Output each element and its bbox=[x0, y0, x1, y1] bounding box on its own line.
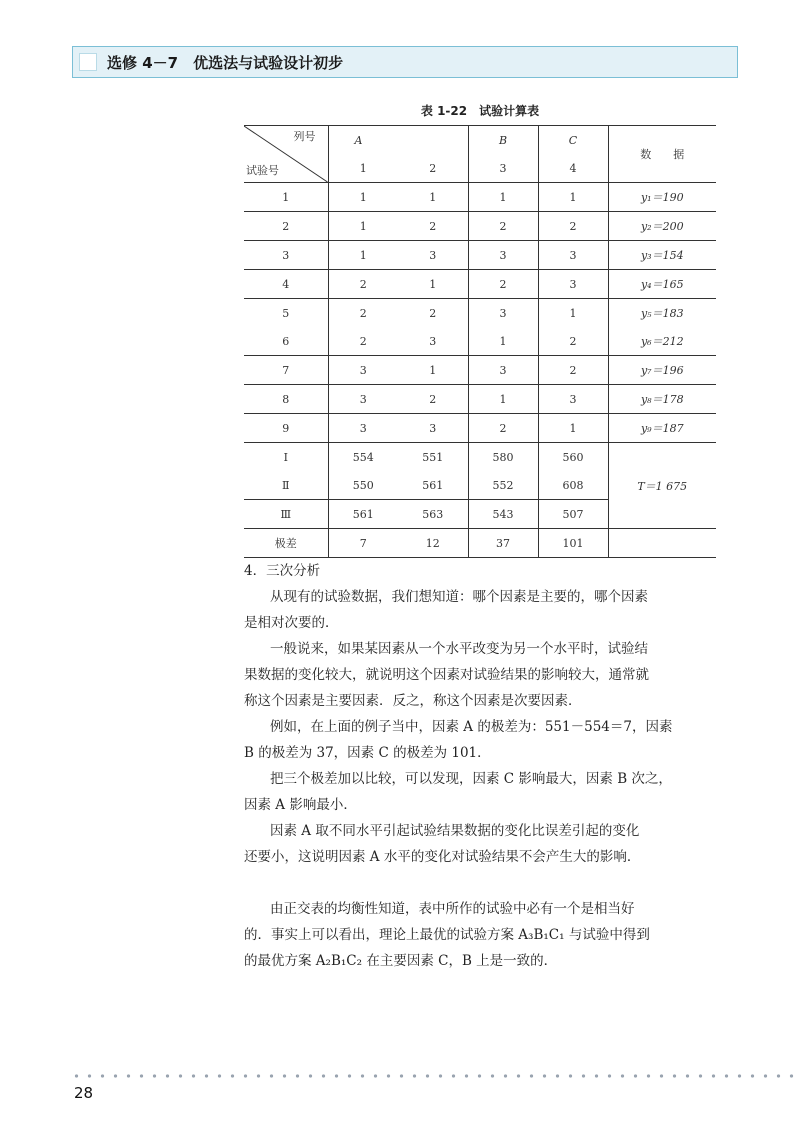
page-number: 28 bbox=[74, 1084, 94, 1102]
table-caption: 表 1-22 试验计算表 bbox=[420, 104, 540, 118]
paragraph-line: 把三个极差加以比较，可以发现，因素 C 影响最大，因素 B 次之， bbox=[270, 771, 672, 787]
trial-level: 3 bbox=[468, 241, 538, 270]
sum-label: Ⅱ bbox=[282, 478, 290, 492]
table-row bbox=[244, 241, 716, 270]
trial-result: y₆＝212 bbox=[608, 327, 716, 356]
paragraph-line: B 的极差为 37，因素 C 的极差为 101． bbox=[244, 745, 491, 761]
trial-level: 2 bbox=[468, 270, 538, 299]
trial-level: 2 bbox=[538, 327, 608, 356]
table-row bbox=[244, 327, 716, 356]
chapter-title: 选修 4－7 优选法与试验设计初步 bbox=[107, 54, 344, 72]
trial-number: 4 bbox=[244, 270, 328, 299]
column-number: 4 bbox=[538, 154, 608, 183]
trial-level: 1 bbox=[328, 183, 398, 212]
range-value: 37 bbox=[468, 529, 538, 558]
table-row bbox=[244, 270, 716, 299]
sum-value: 563 bbox=[398, 500, 468, 529]
trial-result: y₇＝196 bbox=[608, 356, 716, 385]
paragraph-line: 例如，在上面的例子当中，因素 A 的极差为：551－554＝7，因素 bbox=[270, 719, 673, 735]
trial-result: y₄＝165 bbox=[608, 270, 716, 299]
trial-number: 2 bbox=[244, 212, 328, 241]
table-corner-cell bbox=[244, 126, 328, 183]
section-heading: 4．三次分析 bbox=[244, 563, 321, 579]
table-row bbox=[244, 183, 716, 212]
sum-value: 561 bbox=[328, 500, 398, 529]
trial-level: 3 bbox=[538, 385, 608, 414]
trial-level: 1 bbox=[538, 414, 608, 443]
trial-level: 2 bbox=[328, 299, 398, 328]
corner-column-label: 列号 bbox=[293, 130, 316, 143]
column-number: 2 bbox=[429, 161, 437, 175]
trial-level: 2 bbox=[538, 356, 608, 385]
trial-level: 1 bbox=[328, 212, 398, 241]
trial-level: 1 bbox=[468, 183, 538, 212]
body-paragraph bbox=[244, 714, 722, 766]
range-row bbox=[244, 529, 716, 558]
trial-result: y₉＝187 bbox=[608, 414, 716, 443]
trial-level: 3 bbox=[328, 356, 398, 385]
corner-row-label: 试验号 bbox=[246, 164, 279, 177]
range-value: 101 bbox=[538, 529, 608, 558]
trial-level: 1 bbox=[468, 327, 538, 356]
chapter-header-bar bbox=[72, 46, 738, 78]
factor-b-header: B bbox=[468, 126, 538, 155]
factor-c-header: C bbox=[538, 126, 608, 155]
body-paragraph bbox=[244, 818, 722, 870]
trial-number: 9 bbox=[244, 414, 328, 443]
factor-a-header: A bbox=[328, 126, 468, 155]
trial-level: 3 bbox=[538, 270, 608, 299]
data-column-header: 数 据 bbox=[608, 126, 716, 183]
trial-result: y₈＝178 bbox=[608, 385, 716, 414]
trial-number: 6 bbox=[282, 334, 290, 348]
trial-level: 1 bbox=[398, 183, 468, 212]
trial-level: 3 bbox=[328, 385, 398, 414]
sum-value: 561 bbox=[422, 478, 444, 492]
empty-cell bbox=[608, 529, 716, 558]
trial-result: y₁＝190 bbox=[608, 183, 716, 212]
paragraph-line: 因素 A 影响最小． bbox=[244, 797, 357, 813]
calculation-table bbox=[244, 125, 716, 558]
trial-level: 3 bbox=[398, 241, 468, 270]
body-paragraph bbox=[244, 766, 722, 818]
trial-level: 3 bbox=[468, 299, 538, 328]
paragraph-line: 因素 A 取不同水平引起试验结果数据的变化比误差引起的变化 bbox=[270, 823, 640, 839]
trial-level: 1 bbox=[538, 183, 608, 212]
trial-result: y₂＝200 bbox=[608, 212, 716, 241]
sum-label: Ⅲ bbox=[244, 500, 328, 529]
sum-value: 554 bbox=[328, 443, 398, 472]
body-paragraph bbox=[244, 636, 722, 714]
paragraph-line: 从现有的试验数据，我们想知道：哪个因素是主要的，哪个因素 bbox=[270, 589, 648, 605]
trial-number: 3 bbox=[244, 241, 328, 270]
trial-level: 1 bbox=[398, 270, 468, 299]
trial-level: 2 bbox=[468, 212, 538, 241]
trial-number: 7 bbox=[244, 356, 328, 385]
range-label: 极差 bbox=[244, 529, 328, 558]
table-row bbox=[244, 356, 716, 385]
table-row bbox=[244, 385, 716, 414]
sum-value: 551 bbox=[398, 443, 468, 472]
sum-label: Ⅰ bbox=[244, 443, 328, 472]
sum-value: 550 bbox=[328, 471, 398, 500]
paragraph-line: 果数据的变化较大，就说明这个因素对试验结果的影响较大，通常就 bbox=[244, 667, 649, 683]
sum-value: 543 bbox=[468, 500, 538, 529]
sum-value: 580 bbox=[468, 443, 538, 472]
paragraph-line: 是相对次要的． bbox=[244, 615, 339, 631]
sum-value: 552 bbox=[468, 471, 538, 500]
trial-level: 2 bbox=[468, 414, 538, 443]
trial-level: 2 bbox=[328, 270, 398, 299]
trial-level: 1 bbox=[468, 385, 538, 414]
trial-result: y₅＝183 bbox=[608, 299, 716, 328]
column-number: 3 bbox=[468, 154, 538, 183]
range-value: 12 bbox=[398, 529, 468, 558]
trial-level: 2 bbox=[398, 299, 468, 328]
trial-level: 1 bbox=[398, 356, 468, 385]
sum-value: 608 bbox=[538, 471, 608, 500]
paragraph-line: 的．事实上可以看出，理论上最优的试验方案 A₃B₁C₁ 与试验中得到 bbox=[244, 927, 650, 943]
trial-level: 3 bbox=[398, 414, 468, 443]
paragraph-line: 还要小，这说明因素 A 水平的变化对试验结果不会产生大的影响． bbox=[244, 849, 641, 865]
header-square-icon bbox=[79, 53, 97, 71]
trial-level: 2 bbox=[538, 212, 608, 241]
table-row bbox=[244, 299, 716, 328]
trial-level: 1 bbox=[328, 241, 398, 270]
trial-level: 3 bbox=[429, 334, 437, 348]
footer-dotted-rule bbox=[70, 1073, 800, 1079]
sum-value: 507 bbox=[538, 500, 608, 529]
table-row bbox=[244, 414, 716, 443]
paragraph-line: 称这个因素是主要因素．反之，称这个因素是次要因素． bbox=[244, 693, 582, 709]
trial-level: 1 bbox=[538, 299, 608, 328]
trial-level: 2 bbox=[328, 327, 398, 356]
trial-result: y₃＝154 bbox=[608, 241, 716, 270]
trial-level: 3 bbox=[328, 414, 398, 443]
paragraph-line: 一般说来，如果某因素从一个水平改变为另一个水平时，试验结 bbox=[270, 641, 648, 657]
table-row bbox=[244, 212, 716, 241]
trial-level: 2 bbox=[398, 212, 468, 241]
trial-level: 2 bbox=[398, 385, 468, 414]
paragraph-line: 由正交表的均衡性知道，表中所作的试验中必有一个是相当好 bbox=[270, 901, 635, 917]
body-paragraph bbox=[244, 584, 722, 636]
sum-row bbox=[244, 443, 716, 472]
trial-number: 1 bbox=[244, 183, 328, 212]
total-value: T＝1 675 bbox=[608, 443, 716, 529]
trial-number: 8 bbox=[244, 385, 328, 414]
sum-value: 560 bbox=[538, 443, 608, 472]
range-value: 7 bbox=[328, 529, 398, 558]
trial-number: 5 bbox=[244, 299, 328, 328]
trial-level: 3 bbox=[468, 356, 538, 385]
column-number: 1 bbox=[328, 154, 398, 183]
paragraph-line: 的最优方案 A₂B₁C₂ 在主要因素 C，B 上是一致的． bbox=[244, 953, 558, 969]
trial-level: 3 bbox=[538, 241, 608, 270]
body-paragraph bbox=[244, 896, 722, 974]
